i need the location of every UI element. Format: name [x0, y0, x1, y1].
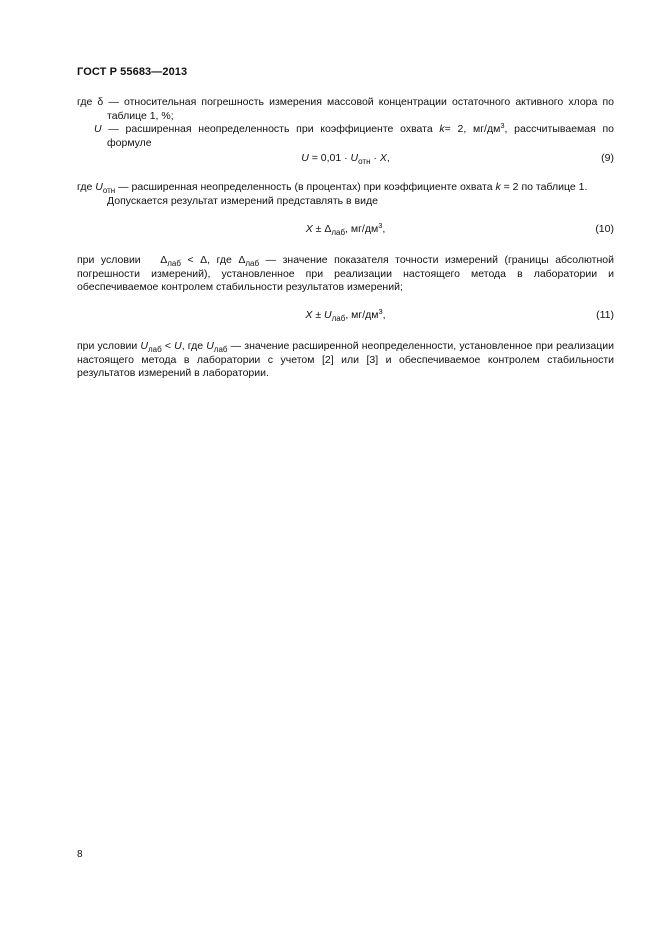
formula-9-var: U — [350, 152, 359, 164]
definition-U-sup: 3 — [500, 121, 505, 130]
condition-10-delta2: Δ — [238, 254, 246, 266]
definition-delta-lead: где δ — — [77, 96, 119, 108]
formula-11-sup: 3 — [378, 307, 383, 316]
formula-10-sub: лаб — [331, 228, 346, 237]
formula-11-x: X — [305, 309, 313, 321]
definition-U-lead: U — — [94, 123, 119, 135]
definition-delta — [77, 96, 614, 123]
definition-U-text-1: расширенная неопределенность при коэффициенте охвата — [125, 123, 433, 135]
paragraph-uotn-line2: Допускается результат измерений представлять в виде — [107, 194, 378, 207]
condition-11-mid: , где — [181, 340, 207, 352]
paragraph-uotn-sub: отн — [102, 186, 116, 195]
paragraph-uotn-var: U — [95, 181, 103, 193]
condition-11-lead: при условии — [77, 340, 141, 352]
formula-11-unit: , мг/дм — [345, 309, 379, 321]
formula-11-var: U — [324, 309, 332, 321]
condition-11-var2: U — [174, 340, 182, 352]
formula-10 — [77, 223, 614, 237]
formula-11-sub: лаб — [331, 314, 346, 323]
condition-10-delta: Δ — [160, 254, 168, 266]
paragraph-uotn-lead: где — [77, 181, 96, 193]
paragraph-condition-10 — [77, 254, 614, 295]
paragraph-condition-11 — [77, 340, 614, 381]
formula-10-sup: 3 — [378, 221, 383, 230]
condition-11-lt: < — [161, 340, 175, 352]
paragraph-uotn-text-2: = 2 по таблице 1. — [500, 181, 588, 193]
condition-11-sub: лаб — [148, 345, 162, 354]
formula-9-lhs: U — [301, 152, 309, 164]
formula-9-number: (9) — [601, 152, 614, 164]
definition-U-k: k — [439, 123, 445, 135]
formula-10-x: X — [305, 223, 313, 235]
condition-10-text: — значение показателя точности измерений (границы абсолютной погрешности измерений), установленное при реализации настоящего метода в лаборатории и обеспечиваемое контролем стабильности результатов измерений; — [77, 254, 614, 293]
formula-10-pm: ± — [312, 223, 325, 235]
formula-9 — [77, 152, 614, 166]
condition-10-sub: лаб — [167, 259, 181, 268]
paragraph-uotn-text-1: — расширенная неопределенность (в процентах) при коэффициенте охвата — [115, 181, 496, 193]
formula-9-eq: = 0,01 · — [308, 152, 351, 164]
formula-11-number: (11) — [596, 309, 614, 321]
formula-9-x: X — [379, 152, 387, 164]
formula-9-expression — [77, 152, 614, 166]
condition-10-lt: < Δ, где — [180, 254, 239, 266]
paragraph-uotn-k: k — [495, 181, 501, 193]
formula-10-number: (10) — [595, 223, 614, 235]
paragraph-uotn — [77, 181, 614, 208]
condition-10-sub2: лаб — [245, 259, 260, 268]
standard-header: ГОСТ Р 55683—2013 — [77, 66, 188, 78]
formula-11-pm: ± — [312, 309, 325, 321]
condition-11-var3: U — [206, 340, 214, 352]
formula-10-tail: , — [382, 223, 386, 235]
condition-11-var: U — [140, 340, 149, 352]
formula-9-sub: отн — [358, 157, 371, 166]
formula-11-tail: , — [382, 309, 386, 321]
formula-9-tail: , — [386, 152, 390, 164]
formula-11-expression — [77, 309, 614, 323]
condition-10-lead: при условии — [77, 254, 161, 266]
condition-11-sub3: лаб — [213, 345, 228, 354]
formula-9-dot: · — [370, 152, 380, 164]
condition-11-text: — значение расширенной неопределенности, установленное при реализации настоящего метода в лаборатории с учетом [2] или [3] и обеспечиваемое контролем стабильности результатов измерений в лаборатории. — [77, 340, 615, 379]
formula-10-unit: , мг/дм — [345, 223, 379, 235]
definition-delta-text: относительная погрешность измерения массовой концентрации остаточного активного хлора по таблице 1, %; — [107, 96, 614, 122]
formula-10-delta: Δ — [324, 223, 332, 235]
page-number: 8 — [77, 849, 83, 860]
formula-10-expression — [77, 223, 614, 237]
definition-U — [77, 123, 614, 150]
definition-U-text-3: , рассчитываемая по формуле — [107, 123, 615, 149]
formula-11 — [77, 309, 614, 323]
definition-U-text-2: = 2, мг/дм — [444, 123, 501, 135]
